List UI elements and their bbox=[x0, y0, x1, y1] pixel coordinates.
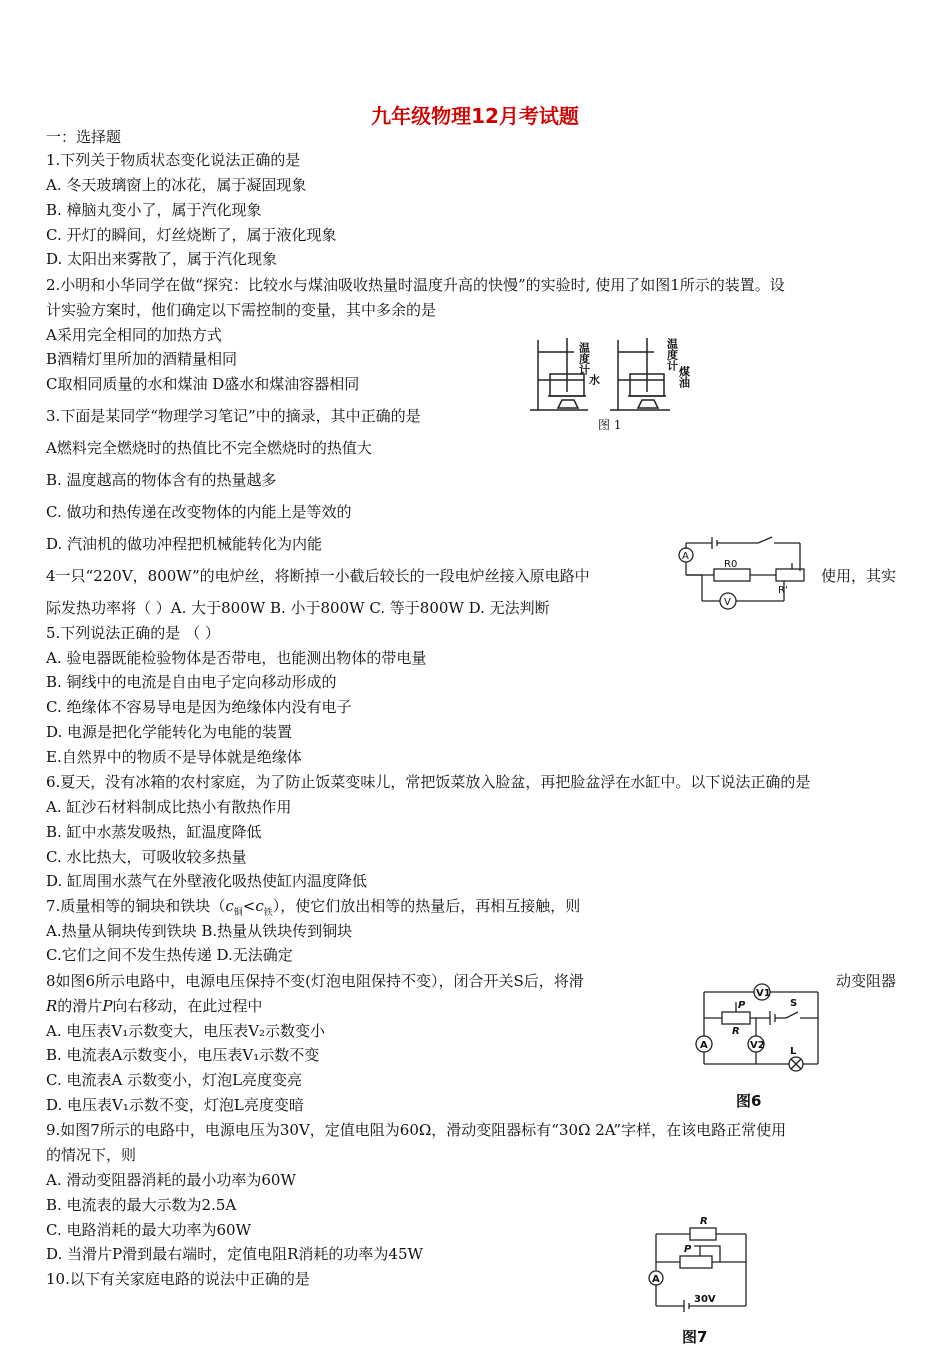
fig6-v2-label: V2 bbox=[750, 1040, 765, 1051]
q9-option-b: B. 电流表的最大示数为2.5A bbox=[46, 1196, 237, 1214]
q7-options-ab: A.热量从铜块传到铁块 B.热量从铁块传到铜块 bbox=[46, 922, 353, 940]
q2-option-a: A采用完全相同的加热方式 bbox=[46, 326, 222, 344]
fig6-switch-label: S bbox=[790, 998, 798, 1009]
q5-option-c: C. 绝缘体不容易导电是因为绝缘体内没有电子 bbox=[46, 698, 352, 716]
q7-stem-start: 7.质量相等的铜块和铁块（ bbox=[46, 897, 226, 915]
q8-stem-line2 bbox=[46, 997, 262, 1015]
q10-stem: 10.以下有关家庭电路的说法中正确的是 bbox=[46, 1270, 310, 1288]
q1-option-b: B. 樟脑丸变小了，属于汽化现象 bbox=[46, 201, 262, 219]
q5-stem: 5.下列说法正确的是 （ ） bbox=[46, 624, 220, 642]
q9-option-d: D. 当滑片P滑到最右端时，定值电阻R消耗的功率为45W bbox=[46, 1245, 423, 1263]
q4-circuit-rprime-label: R' bbox=[778, 585, 788, 596]
fig6-lamp-label: L bbox=[790, 1046, 797, 1057]
q5-option-e: E.自然界中的物质不是导体就是绝缘体 bbox=[46, 748, 302, 766]
q9-option-c: C. 电路消耗的最大功率为60W bbox=[46, 1221, 251, 1239]
q8-option-c: C. 电流表A 示数变小，灯泡L亮度变亮 bbox=[46, 1071, 303, 1089]
q1-option-d: D. 太阳出来雾散了，属于汽化现象 bbox=[46, 250, 278, 268]
q4-stem-line1: 4一只“220V，800W”的电炉丝，将断掉一小截后较长的一段电炉丝接入原电路中 bbox=[46, 567, 590, 585]
q6-option-b: B. 缸中水蒸发吸热，缸温度降低 bbox=[46, 823, 262, 841]
q3-option-b: B. 温度越高的物体含有的热量越多 bbox=[46, 471, 277, 489]
q3-option-c: C. 做功和热传递在改变物体的内能上是等效的 bbox=[46, 503, 352, 521]
q8-stem-line2-end: 向右移动，在此过程中 bbox=[112, 997, 263, 1015]
q9-stem-line2: 的情况下，则 bbox=[46, 1146, 137, 1164]
q2-stem-line1: 2.小明和小华同学在做“探究：比较水与煤油吸收热量时温度升高的快慢”的实验时, 使用了如图1所示的装置。设 bbox=[46, 276, 785, 294]
figure-7-circuit bbox=[644, 1214, 756, 1314]
q7-less-than: < bbox=[242, 897, 256, 915]
q4-circuit-r0-label: R0 bbox=[724, 559, 738, 570]
figure-1-heating-apparatus bbox=[522, 330, 702, 416]
q4-circuit-diagram bbox=[672, 533, 812, 613]
q6-stem: 6.夏天，没有冰箱的农村家庭，为了防止饭菜变味儿，常把饭菜放入脸盆，再把脸盆浮在水缸中。以下说法正确的是 bbox=[46, 773, 811, 791]
q2-stem-line2: 计实验方案时，他们确定以下需控制的变量，其中多余的是 bbox=[46, 301, 437, 319]
q7-c-symbol-2: c bbox=[255, 897, 264, 915]
figure-6-circuit bbox=[690, 978, 830, 1072]
q9-option-a: A. 滑动变阻器消耗的最小功率为60W bbox=[46, 1171, 296, 1189]
q3-option-d: D. 汽油机的做功冲程把机械能转化为内能 bbox=[46, 535, 323, 553]
q5-option-a: A. 验电器既能检验物体是否带电，也能测出物体的带电量 bbox=[46, 649, 427, 667]
q6-option-c: C. 水比热大，可吸收较多热量 bbox=[46, 848, 247, 866]
q4-stem-line1-end: 使用，其实 bbox=[821, 567, 897, 585]
fig1-label-thermometer-right: 温度计 bbox=[665, 338, 679, 371]
q8-stem-line2-mid: 的滑片 bbox=[57, 997, 103, 1015]
q1-option-a: A. 冬天玻璃窗上的冰花，属于凝固现象 bbox=[46, 176, 307, 194]
q2-option-cd: C取相同质量的水和煤油 D盛水和煤油容器相同 bbox=[46, 375, 360, 393]
q8-r-symbol: R bbox=[46, 997, 58, 1015]
q7-stem bbox=[46, 897, 580, 922]
q8-option-a: A. 电压表V₁示数变大，电压表V₂示数变小 bbox=[46, 1022, 326, 1040]
section-heading: 一：选择题 bbox=[46, 128, 122, 146]
q7-options-cd: C.它们之间不发生热传递 D.无法确定 bbox=[46, 946, 293, 964]
q8-p-symbol: P bbox=[102, 997, 113, 1015]
fig1-label-thermometer-left: 温度计 bbox=[577, 342, 591, 375]
q8-stem-line1: 8如图6所示电路中，电源电压保持不变(灯泡电阻保持不变），闭合开关S后，将滑 bbox=[46, 972, 584, 990]
fig6-v1-label: V1 bbox=[756, 988, 771, 999]
q5-option-d: D. 电源是把化学能转化为电能的装置 bbox=[46, 723, 293, 741]
q7-subscript-copper: 铜 bbox=[233, 908, 243, 918]
q3-option-a: A燃料完全燃烧时的热值比不完全燃烧时的热值大 bbox=[46, 439, 372, 457]
q8-option-b: B. 电流表A示数变小，电压表V₁示数不变 bbox=[46, 1046, 320, 1064]
q8-stem-line1-end: 动变阻器 bbox=[836, 972, 897, 990]
q4-stem-line2: 际发热功率将（ ）A. 大于800W B. 小于800W C. 等于800W D. 无法判断 bbox=[46, 599, 550, 617]
q7-c-symbol: c bbox=[225, 897, 234, 915]
fig6-r-label: R bbox=[732, 1026, 740, 1037]
q6-option-a: A. 缸沙石材料制成比热小有散热作用 bbox=[46, 798, 292, 816]
q6-option-d: D. 缸周围水蒸气在外壁液化吸热使缸内温度降低 bbox=[46, 872, 368, 890]
q5-option-b: B. 铜线中的电流是自由电子定向移动形成的 bbox=[46, 673, 337, 691]
q8-option-d: D. 电压表V₁示数不变，灯泡L亮度变暗 bbox=[46, 1096, 304, 1114]
q4-circuit-ammeter-label: A bbox=[682, 551, 689, 562]
q2-option-b: B酒精灯里所加的酒精量相同 bbox=[46, 350, 238, 368]
figure-1-caption: 图 1 bbox=[598, 418, 622, 432]
page-title: 九年级物理12月考试题 bbox=[371, 104, 579, 128]
fig7-ammeter-label: A bbox=[652, 1274, 660, 1285]
q7-stem-end: ），使它们放出相等的热量后，再相互接触，则 bbox=[272, 897, 581, 915]
fig1-label-water: 水 bbox=[587, 374, 601, 385]
q7-subscript-iron: 铁 bbox=[263, 908, 273, 918]
fig7-voltage-label: 30V bbox=[694, 1294, 716, 1305]
fig6-ammeter-label: A bbox=[700, 1040, 708, 1051]
fig7-p-label: P bbox=[684, 1244, 692, 1255]
q3-stem: 3.下面是某同学“物理学习笔记”中的摘录，其中正确的是 bbox=[46, 407, 421, 425]
figure-7-caption: 图7 bbox=[682, 1328, 708, 1346]
q1-stem: 1.下列关于物质状态变化说法正确的是 bbox=[46, 151, 301, 169]
q9-stem-line1: 9.如图7所示的电路中，电源电压为30V，定值电阻为60Ω，滑动变阻器标有“30Ω 2A”字样，在该电路正常使用 bbox=[46, 1121, 787, 1139]
figure-6-caption: 图6 bbox=[736, 1092, 762, 1110]
q4-circuit-voltmeter-label: V bbox=[724, 597, 731, 608]
fig1-label-kerosene: 煤油 bbox=[677, 366, 691, 388]
q1-option-c: C. 开灯的瞬间，灯丝烧断了，属于液化现象 bbox=[46, 226, 337, 244]
fig6-p-label: P bbox=[738, 1000, 746, 1011]
fig7-r-label: R bbox=[700, 1216, 708, 1227]
